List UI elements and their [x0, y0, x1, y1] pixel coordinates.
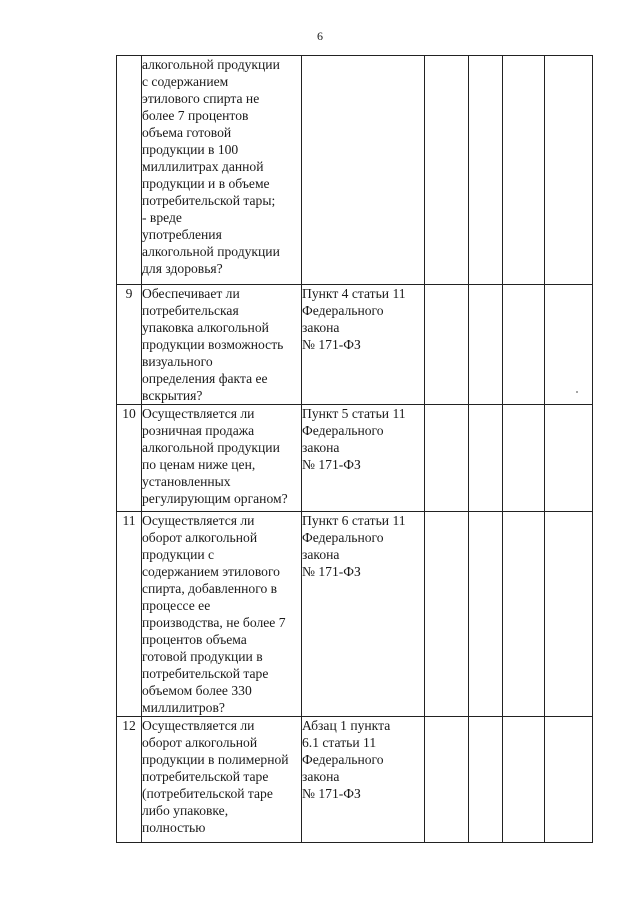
question-text: алкогольной продукции с содержанием этилового спирта не более 7 процентов объема готовой продукции в 100 миллилитрах данной продукции и в объеме потребительской тары; - вреде употребления алкогольной продукции для здоровья? [142, 56, 302, 285]
table-row [117, 56, 593, 285]
answer-cell-no [469, 405, 503, 512]
row-number: 10 [117, 405, 142, 512]
page-number: 6 [317, 29, 323, 43]
legal-basis: Абзац 1 пункта 6.1 статьи 11 Федерального закона № 171-ФЗ [302, 717, 425, 843]
table-row [117, 405, 593, 512]
answer-cell-no [469, 285, 503, 405]
comment-cell [545, 285, 593, 405]
row-number: 11 [117, 512, 142, 717]
row-number: 12 [117, 717, 142, 843]
answer-cell-yes [425, 285, 469, 405]
answer-cell-na [503, 512, 545, 717]
comment-cell [545, 512, 593, 717]
answer-cell-no [469, 512, 503, 717]
table-row [117, 717, 593, 843]
question-text: Осуществляется ли оборот алкогольной продукции в полимерной потребительской таре (потребительской таре либо упаковке, полностью [142, 717, 302, 843]
answer-cell-yes [425, 405, 469, 512]
row-number [117, 56, 142, 285]
comment-cell [545, 405, 593, 512]
question-text: Осуществляется ли оборот алкогольной продукции с содержанием этилового спирта, добавленного в процессе ее производства, не более 7 процентов объема готовой продукции в потребительской таре объемом более 330 миллилитров? [142, 512, 302, 717]
question-text: Осуществляется ли розничная продажа алкогольной продукции по ценам ниже цен, установленных регулирующим органом? [142, 405, 302, 512]
answer-cell-na [503, 285, 545, 405]
legal-basis: Пункт 4 статьи 11 Федерального закона № 171-ФЗ [302, 285, 425, 405]
legal-basis: Пункт 6 статьи 11 Федерального закона № 171-ФЗ [302, 512, 425, 717]
answer-cell-na [503, 405, 545, 512]
table-row [117, 512, 593, 717]
answer-cell-yes [425, 717, 469, 843]
comment-cell [545, 717, 593, 843]
scan-speck [576, 391, 578, 393]
answer-cell-yes [425, 56, 469, 285]
table-row [117, 285, 593, 405]
answer-cell-no [469, 717, 503, 843]
answer-cell-yes [425, 512, 469, 717]
answer-cell-na [503, 56, 545, 285]
comment-cell [545, 56, 593, 285]
checklist-table [116, 55, 593, 843]
legal-basis: Пункт 5 статьи 11 Федерального закона № 171-ФЗ [302, 405, 425, 512]
answer-cell-no [469, 56, 503, 285]
answer-cell-na [503, 717, 545, 843]
question-text: Обеспечивает ли потребительская упаковка алкогольной продукции возможность визуального определения факта ее вскрытия? [142, 285, 302, 405]
row-number: 9 [117, 285, 142, 405]
legal-basis [302, 56, 425, 285]
